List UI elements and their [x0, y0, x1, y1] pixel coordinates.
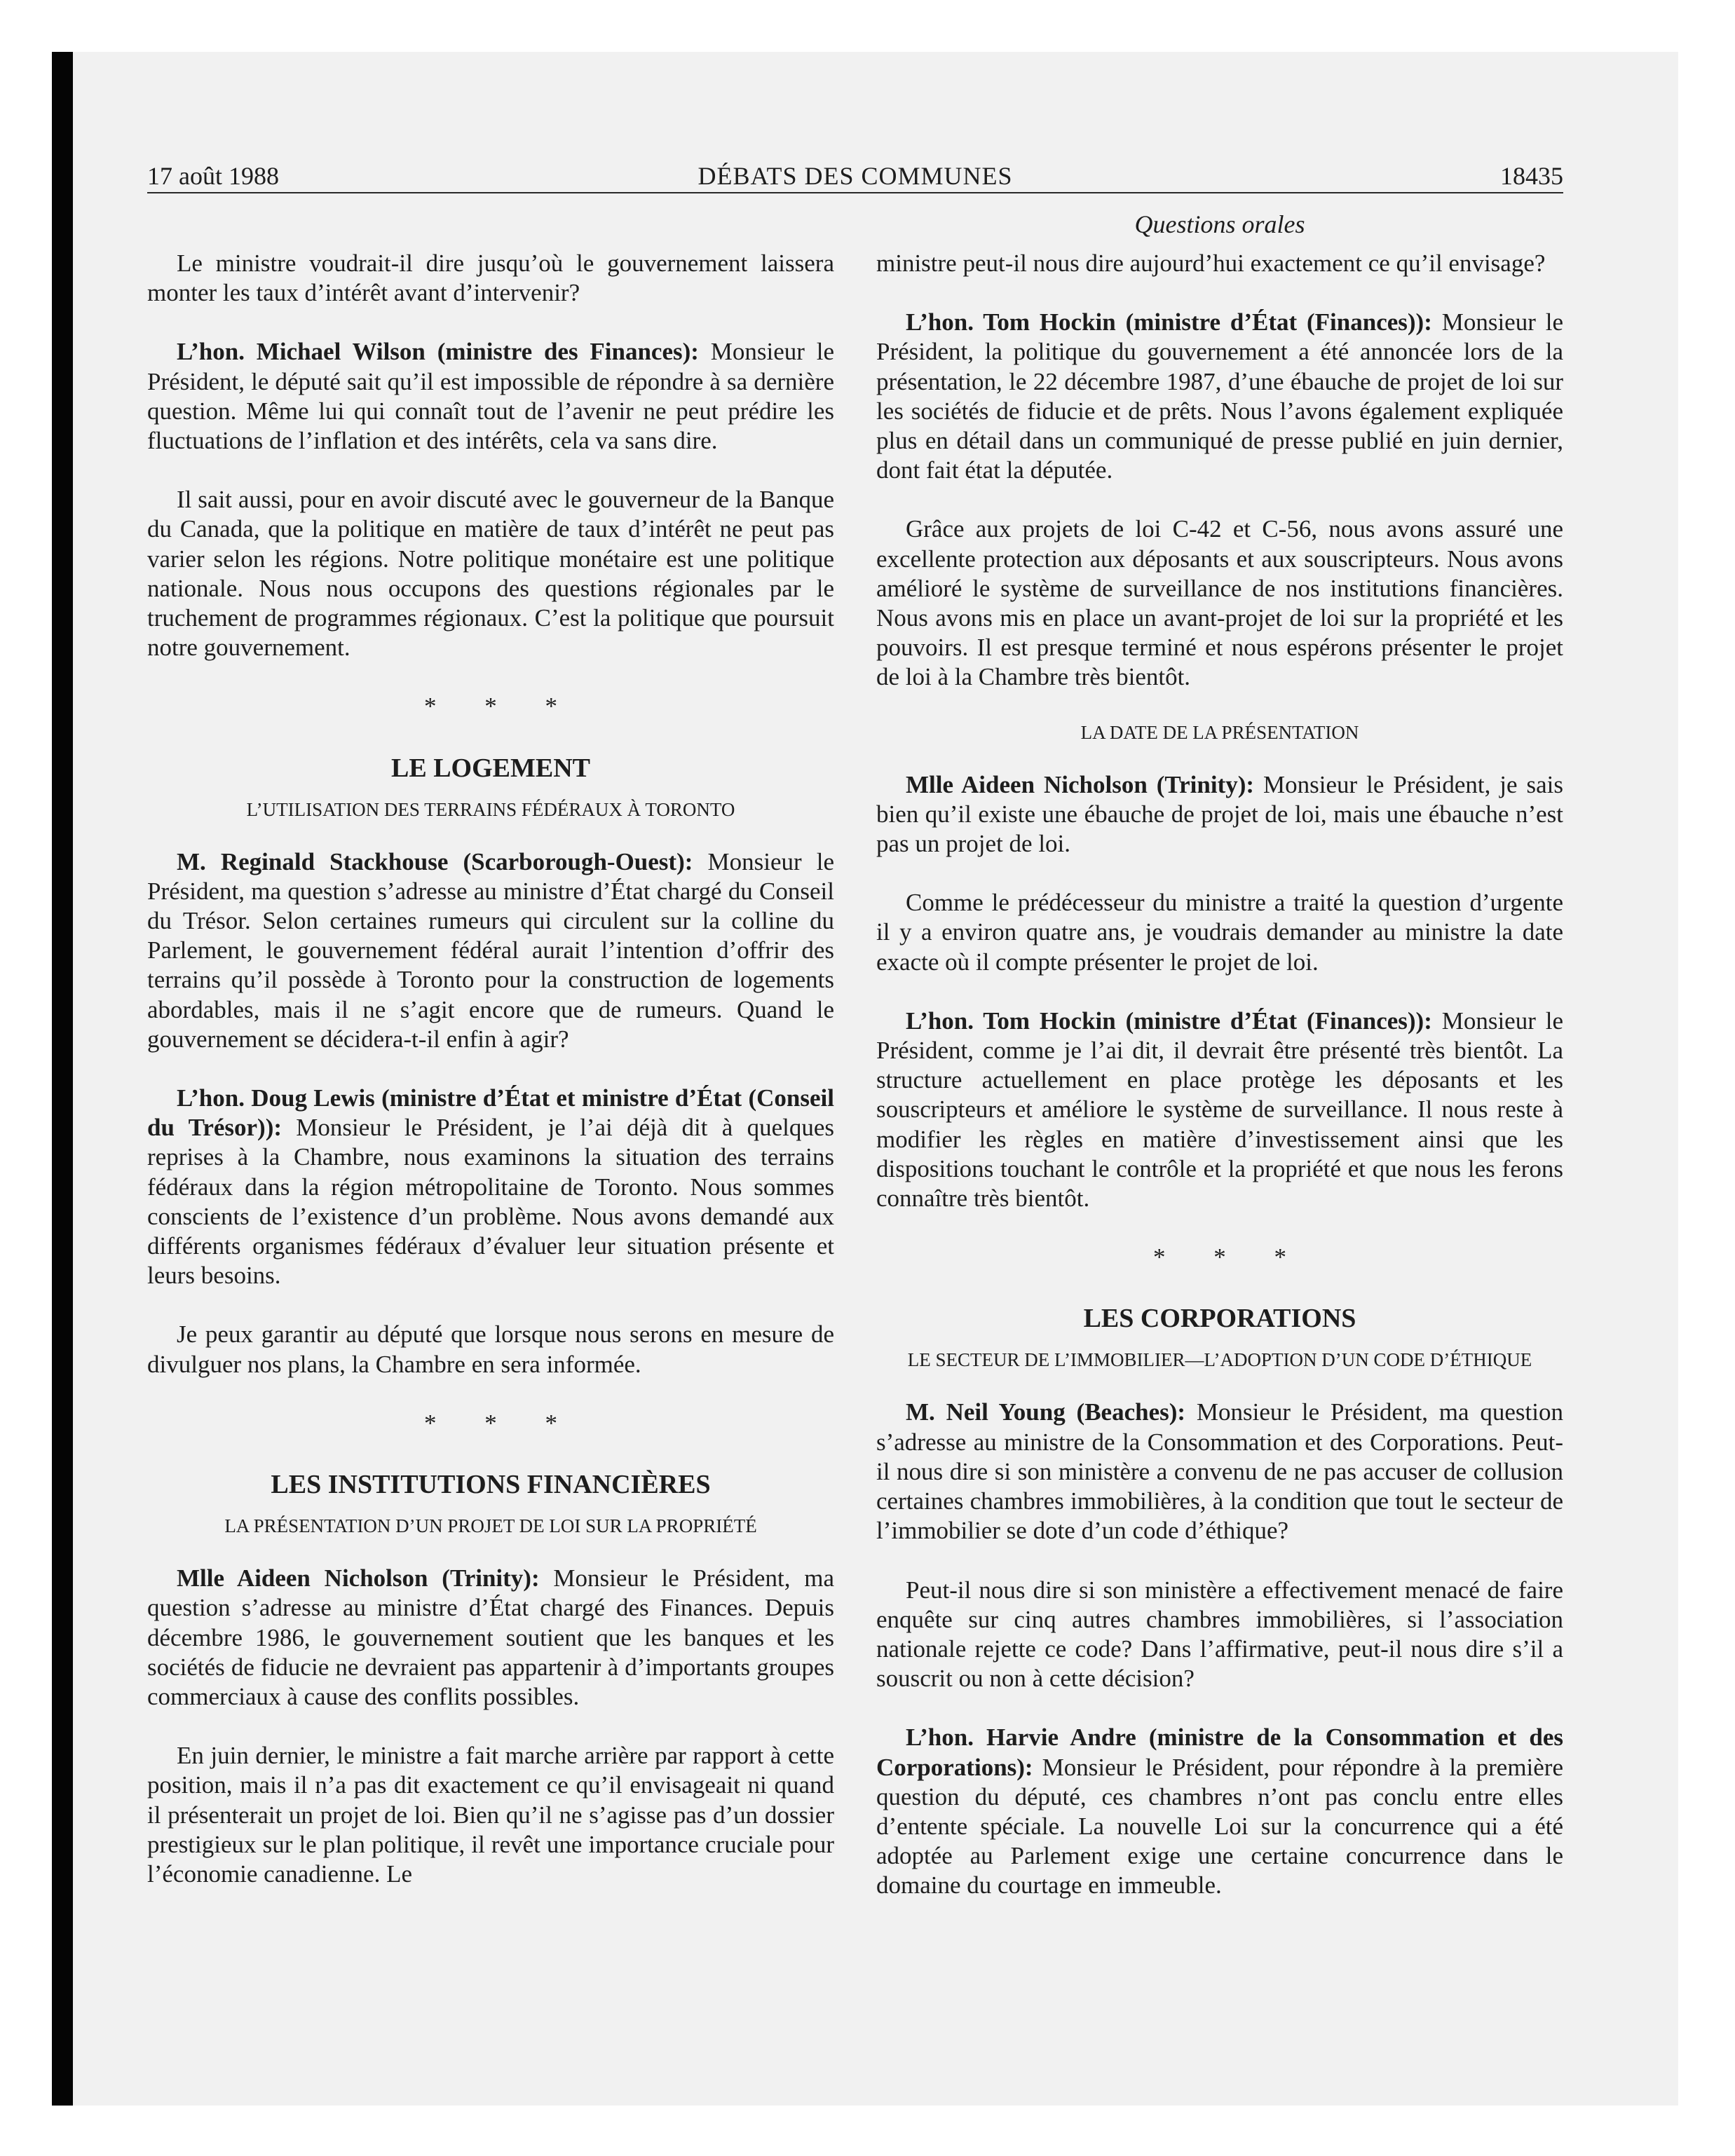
page-header [147, 160, 1563, 193]
paragraph [147, 337, 834, 456]
paragraph [147, 847, 834, 1054]
speech-text: Monsieur le Président, ma question s’adresse au ministre de la Consommation et des Corporations. Peut-il nous dire si son ministère a convenu de ne pas accuser de collusion certaines chambres immobilières, à la condition que tout le secteur de l’immobilier se dote d’un code d’éthique? [876, 1398, 1563, 1545]
section-subheading: LE SECTEUR DE L’IMMOBILIER—L’ADOPTION D’UN CODE D’ÉTHIQUE [907, 1349, 1532, 1371]
paragraph: Il sait aussi, pour en avoir discuté avec le gouverneur de la Banque du Canada, que la politique en matière de taux d’intérêt ne peut pas varier selon les régions. Notre politique monétaire est une politique nationale. Nous nous occupons des questions régionales par le truchement de programmes régionaux. C’est la politique que poursuit notre gouvernement. [147, 486, 834, 662]
section-subheading: LA PRÉSENTATION D’UN PROJET DE LOI SUR LA PROPRIÉTÉ [224, 1515, 757, 1537]
speech-text: Monsieur le Président, je l’ai déjà dit à quelques reprises à la Chambre, nous examinons la situation des terrains fédéraux dans la région métropolitaine de Toronto. Nous sommes conscients de l’existence d’un problème. Nous avons demandé aux différents organismes fédéraux d’évaluer leur situation présente et leurs besoins. [147, 1114, 834, 1290]
header-date: 17 août 1988 [147, 162, 279, 190]
section-heading: LE LOGEMENT [391, 753, 590, 783]
section-separator: * * * [424, 692, 578, 721]
page-number: 18435 [1500, 162, 1563, 190]
header-title: DÉBATS DES COMMUNES [698, 162, 1013, 190]
paragraph [147, 1564, 834, 1712]
speaker-name: M. Reginald Stackhouse (Scarborough-Ouest): [177, 847, 693, 875]
paragraph [876, 1398, 1563, 1546]
section-separator: * * * [424, 1409, 578, 1437]
paragraph: En juin dernier, le ministre a fait marche arrière par rapport à cette position, mais il n’a pas dit exactement ce qu’il envisageait ni quand il présenterait un projet de loi. Bien qu’il ne s’agisse pas d’un dossier prestigieux sur le plan politique, il revêt une importance cruciale pour l’économie canadienne. Le [147, 1742, 834, 1888]
speaker-name: M. Neil Young (Beaches): [906, 1398, 1186, 1426]
section-label: Questions orales [1134, 210, 1305, 238]
right-column [876, 249, 1563, 1901]
speech-text: Monsieur le Président, comme je l’ai dit, il devrait être présenté très bientôt. La structure actuellement en place protège les déposants et les souscripteurs et améliore le système de surveillance. Il nous reste à modifier les règles en matière d’investissement ainsi que les dispositions touchant le contrôle et la propriété et que nous les ferons connaître très bientôt. [876, 1007, 1563, 1213]
speech-text: Monsieur le Président, ma question s’adresse au ministre d’État chargé du Conseil du Trésor. Selon certaines rumeurs qui circulent sur la colline du Parlement, le gouvernement fédéral aurait l’intention d’offrir des terrains qu’il possède à Toronto pour la construction de logements abordables, mais il ne s’agit encore que de rumeurs. Quand le gouvernement se décidera-t-il enfin à agir? [147, 847, 834, 1053]
paragraph [876, 1723, 1563, 1900]
paragraph [876, 1007, 1563, 1213]
paragraph [876, 770, 1563, 859]
speech-text: Monsieur le Président, la politique du gouvernement a été annoncée lors de la présentation, le 22 décembre 1987, d’une ébauche de projet de loi sur les sociétés de fiducie et de prêts. Nous l’avons également expliquée plus en détail dans un communiqué de presse publié en juin dernier, dont fait état la députée. [876, 308, 1563, 484]
speech-text: Monsieur le Président, le député sait qu’il est impossible de répondre à sa dernière question. Même lui qui connaît tout de l’avenir ne peut prédire les fluctuations de l’inflation et des intérêts, cela va sans dire. [147, 338, 834, 455]
paragraph: Peut-il nous dire si son ministère a effectivement menacé de faire enquête sur cinq autres chambres immobilières, si l’association nationale rejette ce code? Dans l’affirmative, peut-il nous dire s’il a souscrit ou non à cette décision? [876, 1576, 1563, 1693]
paragraph: Je peux garantir au député que lorsque nous serons en mesure de divulguer nos plans, la Chambre en sera informée. [147, 1321, 834, 1378]
section-subheading: LA DATE DE LA PRÉSENTATION [1080, 721, 1359, 743]
section-separator: * * * [1153, 1243, 1307, 1271]
speech-text: Monsieur le Président, ma question s’adresse au ministre d’État chargé des Finances. Depuis décembre 1986, le gouvernement soutient que les banques et les sociétés de fiducie ne devraient pas appartenir à d’importants groupes commerciaux à cause des conflits possibles. [147, 1564, 835, 1710]
speaker-name: L’hon. Tom Hockin (ministre d’État (Finances)): [906, 308, 1432, 336]
section-heading: LES INSTITUTIONS FINANCIÈRES [271, 1470, 711, 1500]
speaker-name: L’hon. Doug Lewis (ministre d’État et ministre d’État (Conseil du Trésor)): [147, 1084, 834, 1142]
paragraph: Comme le prédécesseur du ministre a traité la question d’urgente il y a environ quatre ans, je voudrais demander au ministre la date exacte où il compte présenter le projet de loi. [876, 889, 1563, 976]
speaker-name: Mlle Aideen Nicholson (Trinity): [906, 770, 1255, 798]
speech-text: Monsieur le Président, pour répondre à la première question du député, ces chambres n’ont pas conclu entre elles d’entente spéciale. La nouvelle Loi sur la concurrence qui a été adoptée au Parlement exige une certaine concurrence dans le domaine du courtage en immeuble. [876, 1753, 1563, 1899]
left-column [147, 249, 834, 1889]
paragraph [147, 1084, 834, 1290]
section-subheading: L’UTILISATION DES TERRAINS FÉDÉRAUX À TORONTO [246, 798, 735, 820]
speech-text: Monsieur le Président, je sais bien qu’il existe une ébauche de projet de loi, mais une ébauche n’est pas un projet de loi. [876, 770, 1563, 858]
speaker-name: Mlle Aideen Nicholson (Trinity): [177, 1564, 540, 1592]
speaker-name: L’hon. Harvie Andre (ministre de la Consommation et des Corporations): [876, 1724, 1563, 1781]
paragraph [876, 308, 1563, 485]
speaker-name: L’hon. Tom Hockin (ministre d’État (Finances)): [906, 1007, 1432, 1035]
paragraph: ministre peut-il nous dire aujourd’hui exactement ce qu’il envisage? [876, 250, 1546, 277]
speaker-name: L’hon. Michael Wilson (ministre des Finances): [177, 338, 699, 366]
section-heading: LES CORPORATIONS [1083, 1304, 1356, 1334]
paragraph: Grâce aux projets de loi C-42 et C-56, nous avons assuré une excellente protection aux déposants et aux souscripteurs. Nous avons amélioré le système de surveillance de nos institutions financières. Nous avons mis en place un avant-projet de loi sur la propriété et les pouvoirs. Il est presque terminé et nous espérons présenter le projet de loi à la Chambre très bientôt. [876, 515, 1563, 691]
paragraph: Le ministre voudrait-il dire jusqu’où le gouvernement laissera monter les taux d’intérêt avant d’intervenir? [147, 250, 834, 307]
scan-edge-bar [52, 52, 73, 2106]
